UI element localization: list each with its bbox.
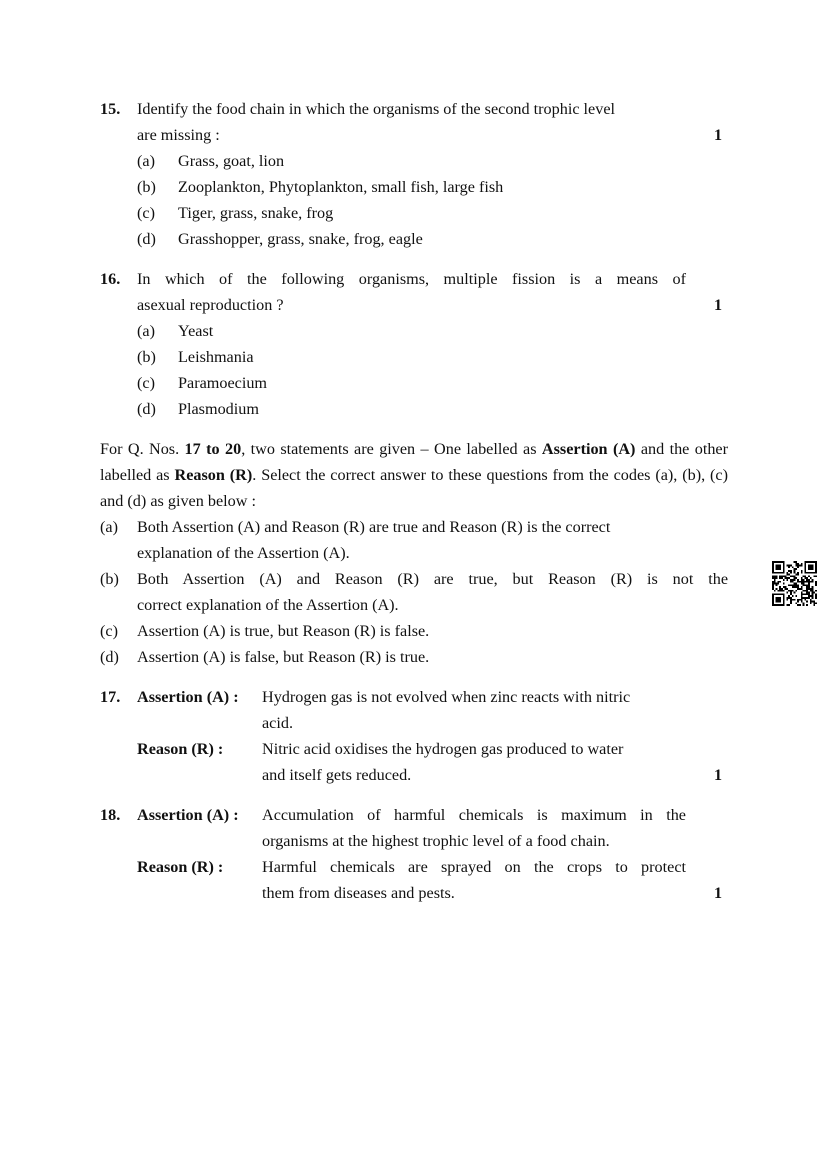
code-a-line2: explanation of the Assertion (A). xyxy=(137,544,350,562)
question-18-reason-text xyxy=(262,854,686,906)
option-b-label: (b) xyxy=(137,348,156,366)
question-17-assertion-line2: acid. xyxy=(262,714,294,732)
question-16-stem-text xyxy=(137,266,686,318)
question-17-assertion-label: Assertion (A) : xyxy=(137,688,239,706)
question-17-reason-text xyxy=(262,736,686,788)
code-b-line1: Both Assertion (A) and Reason (R) are true, but Reason (R) is not the xyxy=(137,570,728,588)
question-17-assertion-text xyxy=(262,684,686,736)
code-c-text xyxy=(137,618,728,644)
question-17-reason xyxy=(100,736,728,788)
code-b-line2: correct explanation of the Assertion (A). xyxy=(137,596,399,614)
question-16-number: 16. xyxy=(100,270,121,288)
code-d-text xyxy=(137,644,728,670)
option-d-label: (d) xyxy=(137,400,156,418)
question-16-stem xyxy=(100,266,728,318)
code-b[interactable] xyxy=(100,566,728,618)
code-b-label: (b) xyxy=(100,570,119,588)
question-17-reason-line2: and itself gets reduced. xyxy=(262,766,412,784)
option-c-text: Paramoecium xyxy=(178,374,267,392)
code-b-text xyxy=(137,566,728,618)
question-17-reason-label: Reason (R) : xyxy=(137,740,224,758)
option-a[interactable] xyxy=(137,318,728,344)
question-18-marks: 1 xyxy=(713,884,723,902)
code-a-label: (a) xyxy=(100,518,118,536)
question-17 xyxy=(100,684,728,788)
question-18-assertion xyxy=(100,802,728,854)
question-16-options xyxy=(137,318,728,422)
option-d[interactable] xyxy=(137,396,728,422)
question-18-reason-line2: them from diseases and pests. xyxy=(262,884,455,902)
option-c-label: (c) xyxy=(137,374,155,392)
question-16 xyxy=(100,266,728,422)
option-a-text: Grass, goat, lion xyxy=(178,152,285,170)
option-d-text: Plasmodium xyxy=(178,400,259,418)
code-d-label: (d) xyxy=(100,648,119,666)
option-c-text: Tiger, grass, snake, frog xyxy=(178,204,334,222)
question-18-reason-label: Reason (R) : xyxy=(137,858,224,876)
assertion-reason-instruction xyxy=(100,436,728,514)
option-d-text: Grasshopper, grass, snake, frog, eagle xyxy=(178,230,423,248)
question-16-stem-line2: asexual reproduction ? xyxy=(137,296,284,314)
question-18-reason xyxy=(100,854,728,906)
code-a[interactable] xyxy=(100,514,728,566)
question-17-marks: 1 xyxy=(713,766,723,784)
question-18-assertion-line1: Accumulation of harmful chemicals is maximum in the xyxy=(262,806,686,824)
code-c-label: (c) xyxy=(100,622,118,640)
option-b-text: Zooplankton, Phytoplankton, small fish, large fish xyxy=(178,178,504,196)
code-d[interactable] xyxy=(100,644,728,670)
question-18 xyxy=(100,802,728,906)
option-a-label: (a) xyxy=(137,152,155,170)
question-15-stem-text xyxy=(137,96,686,148)
instruction-assertion-term: Assertion (A) xyxy=(541,440,636,458)
option-b-label: (b) xyxy=(137,178,156,196)
code-c[interactable] xyxy=(100,618,728,644)
page-content xyxy=(100,96,728,920)
option-c[interactable] xyxy=(137,370,728,396)
question-18-assertion-line2: organisms at the highest trophic level of a food chain. xyxy=(262,832,610,850)
question-16-stem-line1: In which of the following organisms, multiple fission is a means of xyxy=(137,270,686,288)
answer-codes-list xyxy=(100,514,728,670)
option-a-label: (a) xyxy=(137,322,155,340)
question-17-assertion-line1: Hydrogen gas is not evolved when zinc reacts with nitric xyxy=(262,688,631,706)
instruction-reason-term: Reason (R) xyxy=(174,466,253,484)
instruction-part3: and the other labelled as xyxy=(100,440,729,484)
question-17-assertion xyxy=(100,684,728,736)
option-d[interactable] xyxy=(137,226,728,252)
option-b[interactable] xyxy=(137,344,728,370)
option-c-label: (c) xyxy=(137,204,155,222)
code-c-line1: Assertion (A) is true, but Reason (R) is false. xyxy=(137,622,430,640)
question-18-assertion-text xyxy=(262,802,686,854)
instruction-part1: For Q. Nos. xyxy=(100,440,185,458)
question-15-stem-line2: are missing : xyxy=(137,126,220,144)
instruction-part2: , two statements are given – One labelled as xyxy=(241,440,542,458)
option-d-label: (d) xyxy=(137,230,156,248)
instruction-part4: . Select the correct answer to these questions from the codes (a), (b), (c) and (d) as given below : xyxy=(100,466,729,510)
question-16-marks: 1 xyxy=(713,296,723,314)
question-15-marks: 1 xyxy=(713,126,723,144)
option-b-text: Leishmania xyxy=(178,348,254,366)
question-15-number: 15. xyxy=(100,100,121,118)
option-b[interactable] xyxy=(137,174,728,200)
option-a[interactable] xyxy=(137,148,728,174)
code-a-text xyxy=(137,514,728,566)
qr-code xyxy=(771,561,818,606)
question-17-reason-line1: Nitric acid oxidises the hydrogen gas produced to water xyxy=(262,740,624,758)
qr-code-graphic xyxy=(771,561,818,606)
code-a-line1: Both Assertion (A) and Reason (R) are true and Reason (R) is the correct xyxy=(137,518,611,536)
question-15-options xyxy=(137,148,728,252)
question-18-assertion-label: Assertion (A) : xyxy=(137,806,239,824)
code-d-line1: Assertion (A) is false, but Reason (R) is true. xyxy=(137,648,430,666)
option-c[interactable] xyxy=(137,200,728,226)
instruction-question-range: 17 to 20 xyxy=(184,440,242,458)
question-15 xyxy=(100,96,728,252)
question-18-reason-line1: Harmful chemicals are sprayed on the crops to protect xyxy=(262,858,686,876)
question-15-stem-line1: Identify the food chain in which the organisms of the second trophic level xyxy=(137,100,616,118)
question-18-number: 18. xyxy=(100,806,121,824)
option-a-text: Yeast xyxy=(178,322,214,340)
question-15-stem xyxy=(100,96,728,148)
question-17-number: 17. xyxy=(100,688,121,706)
